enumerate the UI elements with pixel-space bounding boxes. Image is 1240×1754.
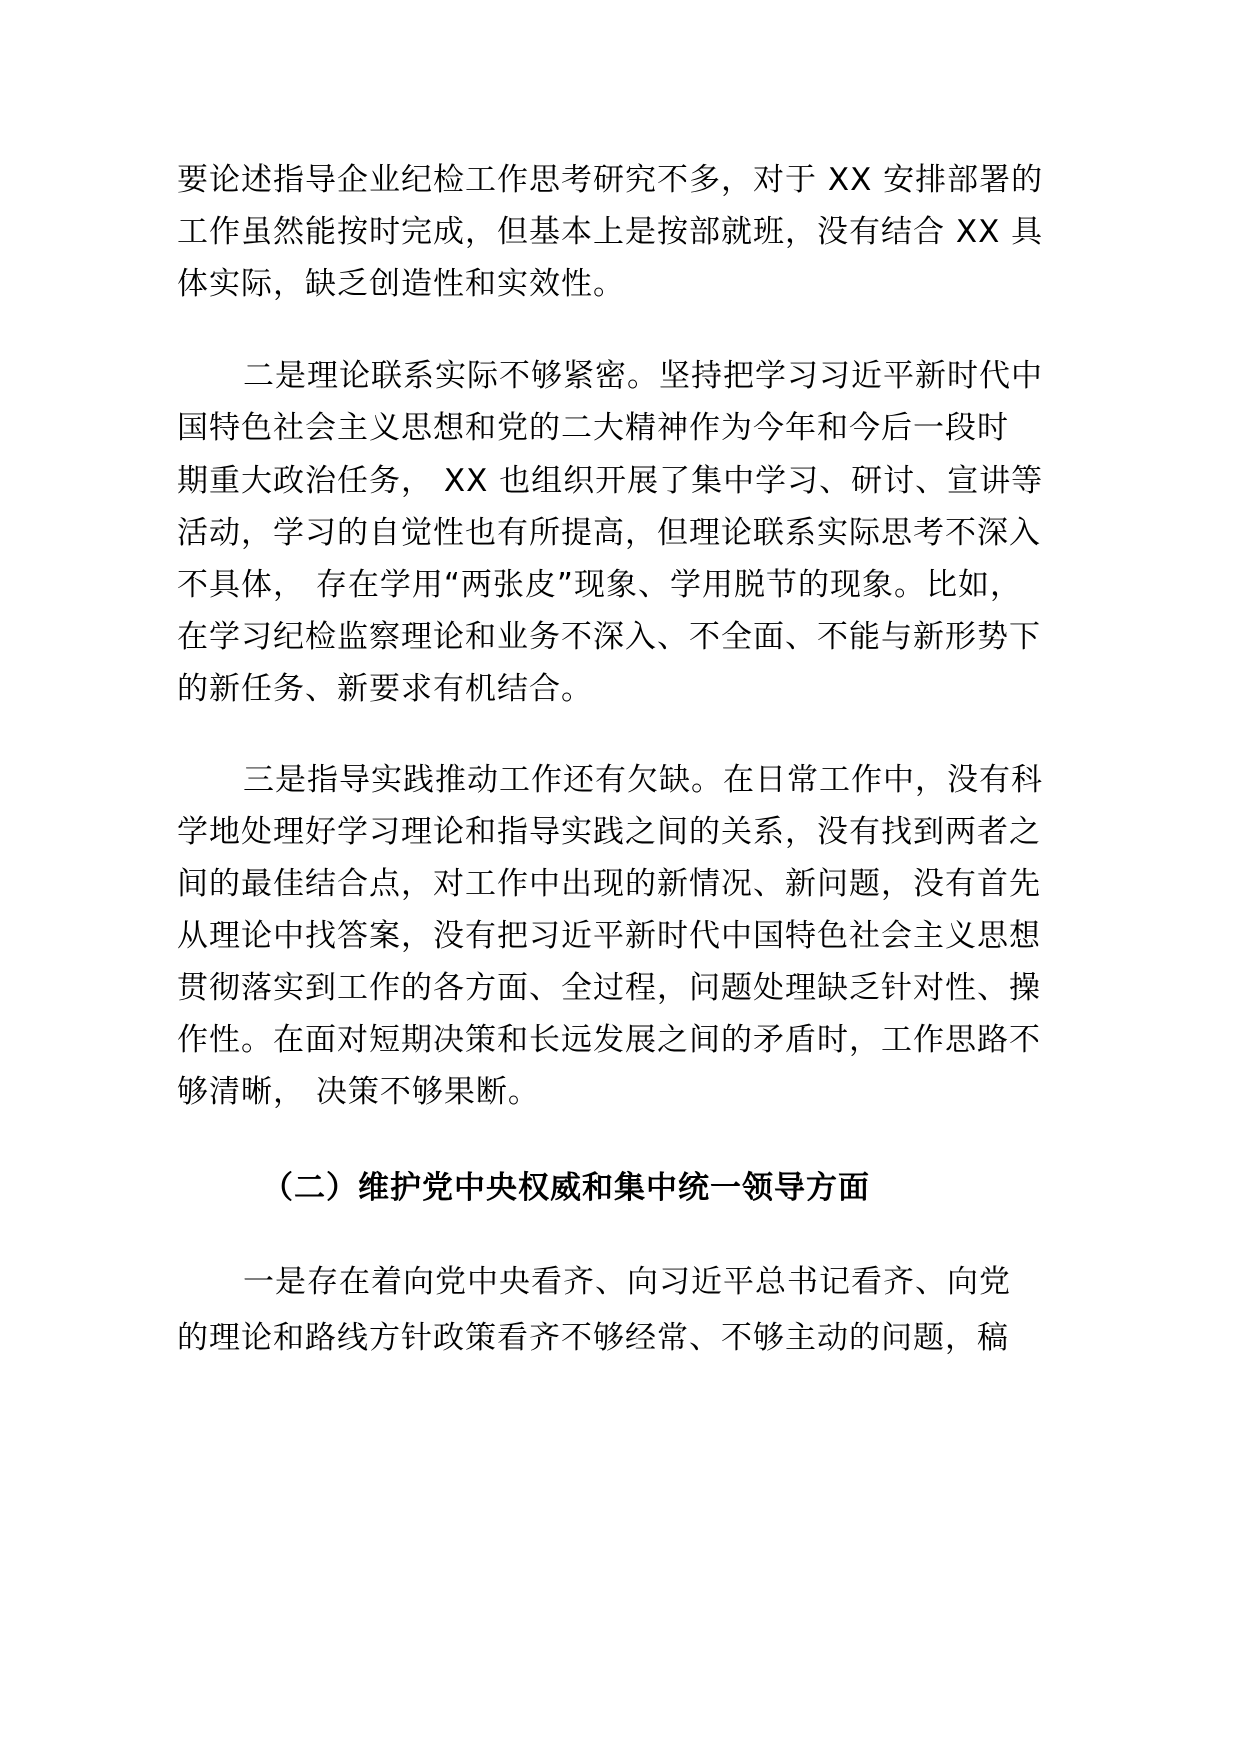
paragraph-3-line-5: 贯彻落实到工作的各方面、全过程，问题处理缺乏针对性、操 <box>177 970 1041 1006</box>
section-heading: （二）维护党中央权威和集中统一领导方面 <box>262 1170 870 1206</box>
paragraph-3-line-4: 从理论中找答案，没有把习近平新时代中国特色社会主义思想 <box>177 918 1041 954</box>
paragraph-2-line-7: 的新任务、新要求有机结合。 <box>177 671 593 707</box>
paragraph-2-line-5: 不具体， 存在学用“两张皮”现象、学用脱节的现象。比如， <box>177 567 1022 603</box>
paragraph-1-line-2: 工作虽然能按时完成，但基本上是按部就班，没有结合 XX 具 <box>177 214 1044 250</box>
paragraph-3-line-6: 作性。在面对短期决策和长远发展之间的矛盾时，工作思路不 <box>177 1022 1041 1058</box>
paragraph-2-line-1: 二是理论联系实际不够紧密。坚持把学习习近平新时代中 <box>243 358 1043 394</box>
paragraph-3-line-1: 三是指导实践推动工作还有欠缺。在日常工作中，没有科 <box>243 762 1043 798</box>
paragraph-3-line-3: 间的最佳结合点，对工作中出现的新情况、新问题，没有首先 <box>177 866 1041 902</box>
paragraph-3-line-2: 学地处理好学习理论和指导实践之间的关系，没有找到两者之 <box>177 814 1041 850</box>
paragraph-2-line-4: 活动，学习的自觉性也有所提高，但理论联系实际思考不深入 <box>177 515 1041 551</box>
paragraph-2-line-6: 在学习纪检监察理论和业务不深入、不全面、不能与新形势下 <box>177 619 1041 655</box>
paragraph-2-line-2: 国特色社会主义思想和党的二大精神作为今年和今后一段时 <box>177 410 1009 446</box>
paragraph-4-line-2: 的理论和路线方针政策看齐不够经常、不够主动的问题，稿 <box>177 1320 1009 1356</box>
paragraph-2-line-3: 期重大政治任务， XX 也组织开展了集中学习、研讨、宣讲等 <box>177 463 1044 499</box>
paragraph-1-line-3: 体实际，缺乏创造性和实效性。 <box>177 266 625 302</box>
paragraph-3-line-7: 够清晰， 决策不够果断。 <box>177 1074 540 1110</box>
paragraph-1-line-1: 要论述指导企业纪检工作思考研究不多，对于 XX 安排部署的 <box>177 162 1044 198</box>
paragraph-4-line-1: 一是存在着向党中央看齐、向习近平总书记看齐、向党 <box>243 1264 1011 1300</box>
